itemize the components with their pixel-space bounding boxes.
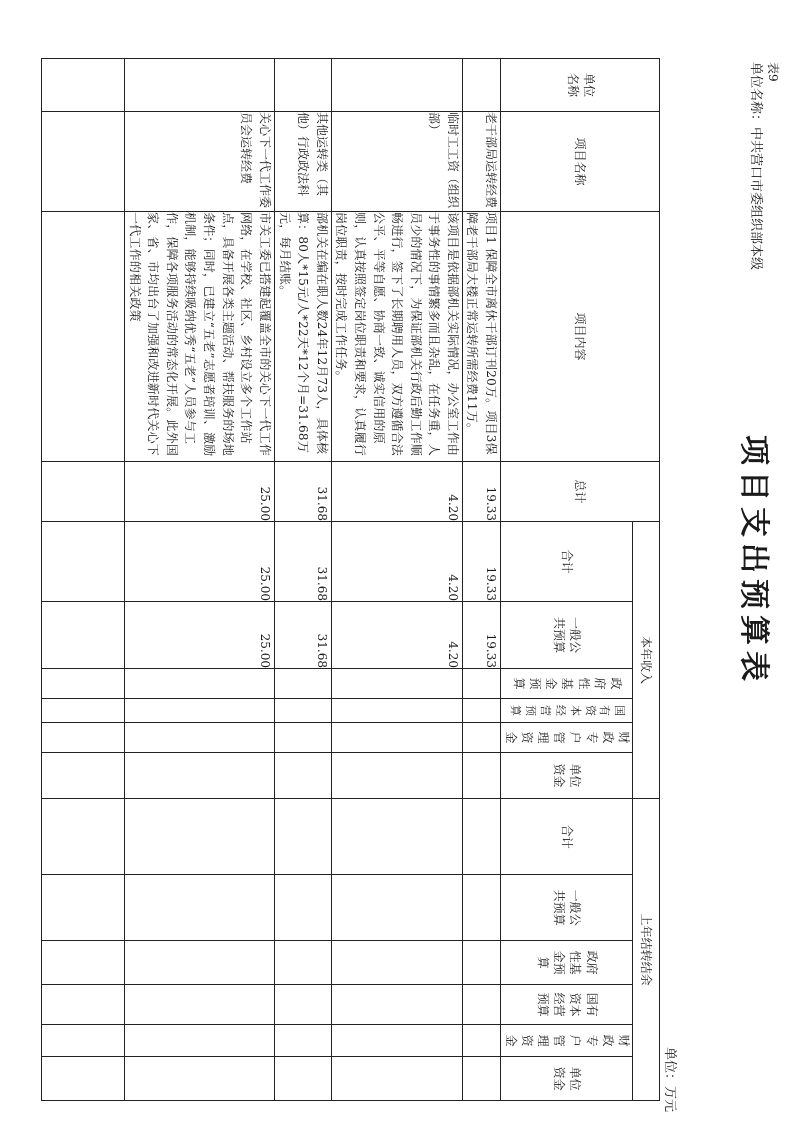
carryover-state-capital-header: 国有资本经营预算 xyxy=(501,985,633,1025)
current-general-budget-cell: 31.68 xyxy=(274,602,331,669)
current-unit-fund-header: 单位资金 xyxy=(501,753,633,799)
current-general-budget-header: 一般公共预算 xyxy=(501,602,633,669)
table-row xyxy=(125,59,275,1101)
current-general-budget-cell: 25.00 xyxy=(125,602,275,669)
carryover-gov-fund-header: 政府性基金预算 xyxy=(501,941,633,985)
project-name-cell: 其他运转类（其他）行政政法科 xyxy=(274,112,331,212)
carryover-special-fund-header: 财政专户管理资金 xyxy=(501,1025,633,1057)
current-general-budget-cell: 19.33 xyxy=(462,602,500,669)
table-row xyxy=(274,59,331,1101)
project-name-cell: 老干部局运转经费 xyxy=(462,112,500,212)
unit-cell xyxy=(462,59,500,112)
unit-cell xyxy=(274,59,331,112)
total-cell: 25.00 xyxy=(125,462,275,522)
project-content-cell: 项目1 保障全市离休干部订刊20万。项目3保障老干部局大楼正常运转所需经费11万。 xyxy=(462,212,500,462)
project-content-cell: 部机关在编在职人数24年12月73人，具体核算：80人*15元/人*22天*12个月=31.68万元，每月结账。 xyxy=(274,212,331,462)
table-row xyxy=(331,59,462,1101)
total-cell: 19.33 xyxy=(462,462,500,522)
project-content-cell: 市关工委已搭建起覆盖全市的关心下一代工作网络，在学校、社区、乡村设立多个工作站点，具备开展各类主题活动、帮扶服务的场地条件；同时，已建立“五老”志愿者培训、激励机制，能够持续吸纳优秀“五老”人员参与工作，保障各项服务活动的常态化开展。此外国家、省、市均出台了加强和改进新时代关心下一代工作的相关政策 xyxy=(125,212,275,462)
total-cell: 31.68 xyxy=(274,462,331,522)
unit-cell xyxy=(125,59,275,112)
money-unit: 单位：万元 xyxy=(662,1046,677,1112)
current-gov-fund-header: 政府性基金预算 xyxy=(501,669,633,699)
table-row xyxy=(462,59,500,1101)
project-name-cell: 关心下一代工作委员会运转经费 xyxy=(125,112,275,212)
col-header-current-income: 本年收入 xyxy=(633,522,660,799)
current-special-fund-header: 财政专户管理资金 xyxy=(501,723,633,753)
sheet-label: 表9 xyxy=(766,62,780,82)
col-header-project-content: 项目内容 xyxy=(501,212,660,462)
unit-name: 单位名称：中共营口市委组织部本级 xyxy=(748,62,763,271)
col-header-project-name: 项目名称 xyxy=(501,112,660,212)
carryover-subtotal-header: 合计 xyxy=(501,799,633,875)
total-cell: 4.20 xyxy=(331,462,462,522)
carryover-unit-fund-header: 单位资金 xyxy=(501,1057,633,1101)
project-content-cell: 该项目是依据部机关实际情况，办公室工作由于事务性的事情繁多而且杂乱，在任务重，人员少的情况下，为保证部机关行政后勤工作顺畅进行，签下了长期聘用人员，双方遵循合法公平、平等自愿、协商一致、诚实信用的原则，认真按照签定岗位职责和要求，认真履行岗位职责，按时完成工作任务。 xyxy=(331,212,462,462)
current-subtotal-header: 合计 xyxy=(501,522,633,602)
empty-row xyxy=(42,59,125,1101)
unit-cell xyxy=(331,59,462,112)
current-general-budget-cell: 4.20 xyxy=(331,602,462,669)
budget-table xyxy=(41,58,660,1101)
col-header-total: 总计 xyxy=(501,462,660,522)
current-subtotal-cell: 19.33 xyxy=(462,522,500,602)
page-title: 项目支出预算表 xyxy=(736,435,771,687)
col-header-unit: 单位名称 xyxy=(501,59,660,112)
current-subtotal-cell: 4.20 xyxy=(331,522,462,602)
carryover-general-budget-header: 一般公共预算 xyxy=(501,875,633,941)
col-header-carryover: 上年结转结余 xyxy=(633,799,660,1101)
header-row-1 xyxy=(633,59,660,1101)
current-state-capital-header: 国有资本经营预算 xyxy=(501,699,633,723)
current-subtotal-cell: 31.68 xyxy=(274,522,331,602)
current-subtotal-cell: 25.00 xyxy=(125,522,275,602)
project-name-cell: 临时工工资（组织部） xyxy=(331,112,462,212)
